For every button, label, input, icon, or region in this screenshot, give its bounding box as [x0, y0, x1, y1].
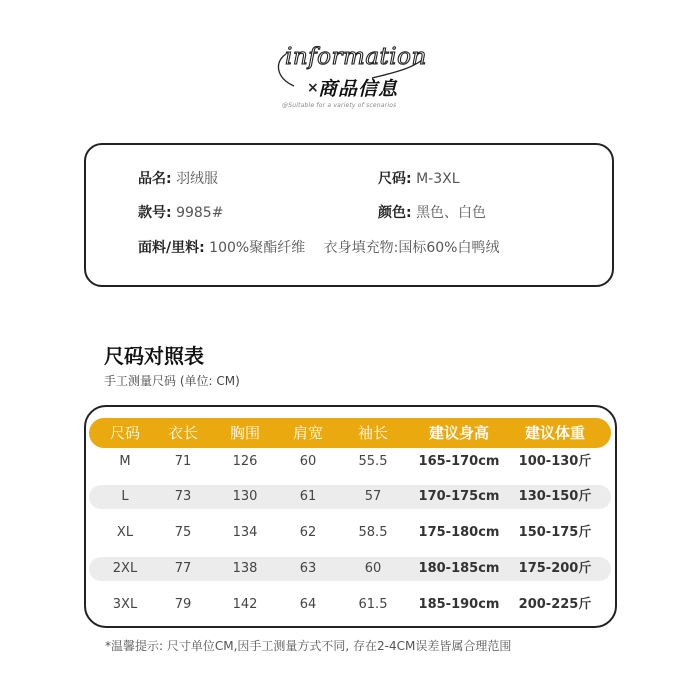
cell-chest: 134: [232, 525, 258, 540]
cell-weight: 100-130斤: [518, 454, 592, 469]
cell-length: 79: [174, 597, 192, 612]
cell-shoulder: 64: [299, 597, 317, 612]
header-sleeve: 袖长: [357, 424, 388, 442]
cell-length: 71: [174, 454, 192, 469]
info-size-value: M-3XL: [416, 171, 460, 187]
info-fabric-key: 面料/里料:: [138, 240, 205, 256]
info-product-name-key: 品名:: [138, 171, 172, 187]
info-filling: 衣身填充物:国标60%白鸭绒: [323, 240, 500, 256]
cell-height: 175-180cm: [418, 525, 500, 540]
logo-tagline: @Suitable for a variety of scenarios: [282, 102, 397, 109]
cell-weight: 150-175斤: [518, 525, 592, 540]
cell-shoulder: 63: [299, 561, 317, 576]
info-color-value: 黑色、白色: [416, 205, 487, 221]
info-fabric: [138, 237, 500, 257]
cell-height: 170-175cm: [418, 489, 500, 504]
cell-weight: 175-200斤: [518, 561, 592, 576]
info-color-key: 颜色:: [378, 205, 412, 221]
cell-size: 2XL: [112, 561, 138, 576]
cell-length: 73: [174, 489, 192, 504]
cell-size: XL: [116, 525, 134, 540]
size-chart-subtitle: 手工测量尺码 (单位: CM): [104, 374, 240, 388]
cell-shoulder: 62: [299, 525, 317, 540]
info-size-key: 尺码:: [378, 171, 412, 187]
table-row: [89, 450, 611, 474]
information-logo: [0, 40, 700, 120]
cell-sleeve: 58.5: [358, 525, 388, 540]
cell-weight: 200-225斤: [518, 597, 592, 612]
logo-title: 商品信息: [318, 78, 399, 100]
cell-shoulder: 61: [299, 489, 317, 504]
cell-chest: 126: [232, 454, 258, 469]
cell-height: 185-190cm: [418, 597, 500, 612]
cell-length: 77: [174, 561, 192, 576]
info-fabric-value: 100%聚酯纤维: [209, 240, 306, 256]
cell-shoulder: 60: [299, 454, 317, 469]
info-product-name-value: 羽绒服: [176, 171, 219, 187]
header-height: 建议身高: [428, 424, 489, 442]
cell-weight: 130-150斤: [518, 489, 592, 504]
cell-sleeve: 57: [364, 489, 382, 504]
cell-sleeve: 61.5: [358, 597, 388, 612]
header-size: 尺码: [109, 424, 140, 442]
cell-size: 3XL: [112, 597, 138, 612]
info-style-value: 9985#: [176, 205, 224, 221]
cell-size: L: [121, 489, 129, 504]
header-shoulder: 肩宽: [292, 424, 323, 442]
info-style-key: 款号:: [138, 205, 172, 221]
header-length: 衣长: [167, 424, 198, 442]
cell-sleeve: 60: [364, 561, 382, 576]
size-table-header: [89, 418, 611, 448]
info-style-number: [138, 202, 223, 222]
measurement-note: *温馨提示: 尺寸单位CM,因手工测量方式不同, 存在2-4CM误差皆属合理范围: [105, 639, 512, 653]
logo-cross: ×: [307, 80, 319, 96]
info-size-range: [378, 168, 460, 188]
header-weight: 建议体重: [524, 424, 585, 442]
cell-length: 75: [174, 525, 192, 540]
cell-sleeve: 55.5: [358, 454, 388, 469]
cell-chest: 142: [232, 597, 258, 612]
table-row: [89, 521, 611, 545]
cell-height: 165-170cm: [418, 454, 500, 469]
table-row: [89, 593, 611, 617]
cell-chest: 138: [232, 561, 258, 576]
table-row: [89, 557, 611, 581]
size-chart-title: 尺码对照表: [104, 344, 204, 368]
table-row: [89, 485, 611, 509]
info-color: [378, 202, 486, 222]
header-chest: 胸围: [229, 424, 260, 442]
cell-chest: 130: [232, 489, 258, 504]
info-product-name: [138, 168, 218, 188]
logo-script-text: information: [285, 44, 427, 70]
cell-size: M: [119, 454, 131, 469]
cell-height: 180-185cm: [418, 561, 500, 576]
